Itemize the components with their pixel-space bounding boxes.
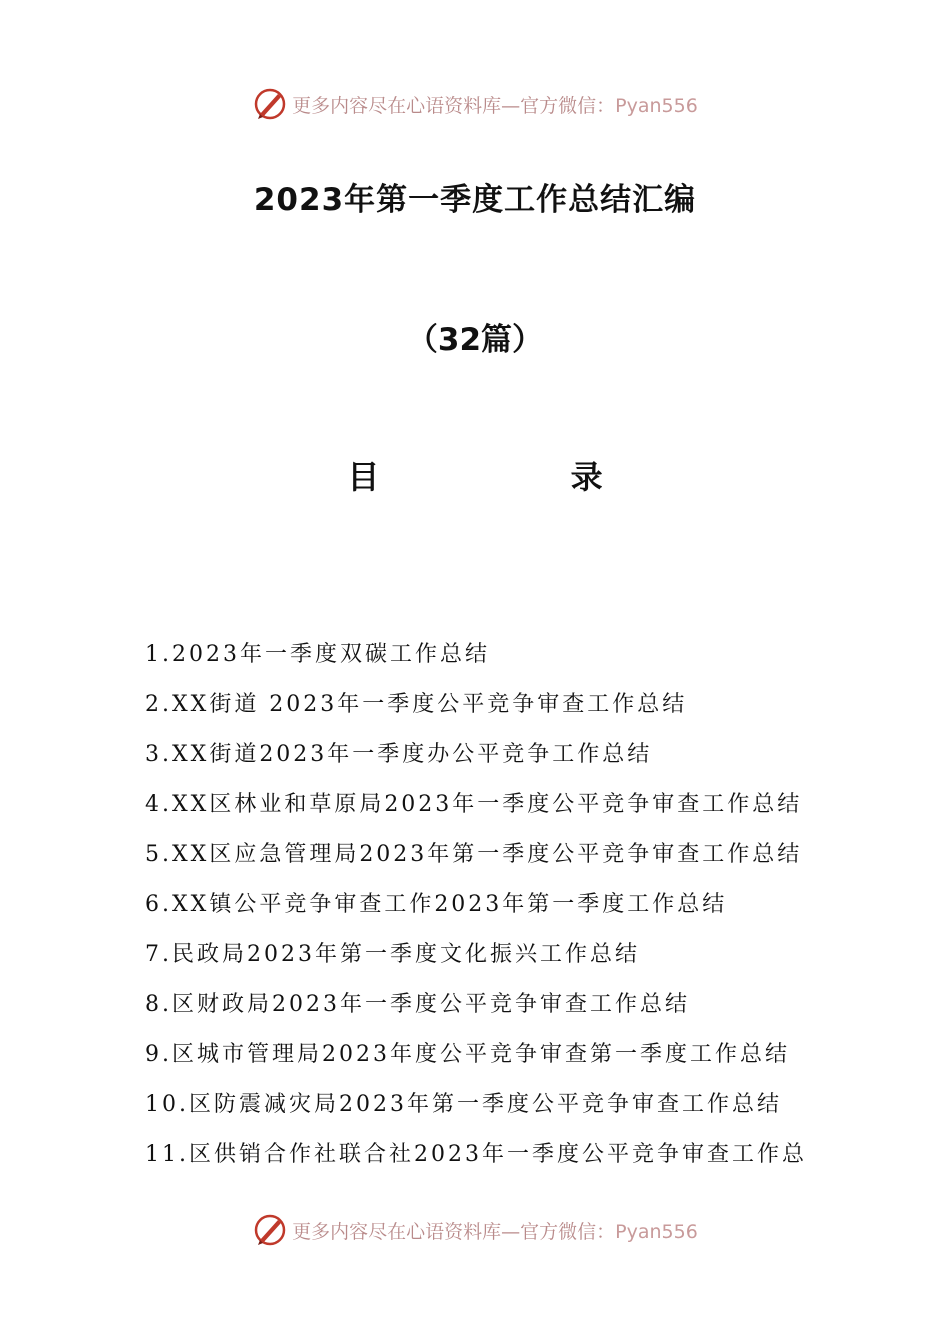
header-banner	[0, 84, 950, 124]
pen-logo-icon	[252, 86, 288, 122]
banner-handle: Pyan556	[615, 1220, 698, 1243]
toc-item[interactable]: 8.区财政局2023年一季度公平竞争审查工作总结	[145, 992, 690, 1017]
footer-banner	[0, 1210, 950, 1250]
toc-item[interactable]: 11.区供销合作社联合社2023年一季度公平竞争审查工作总	[145, 1142, 807, 1167]
document-subtitle: （32篇）	[406, 322, 544, 358]
toc-item[interactable]: 5.XX区应急管理局2023年第一季度公平竞争审查工作总结	[145, 842, 803, 867]
banner-handle: Pyan556	[615, 94, 698, 117]
toc-item[interactable]: 4.XX区林业和草原局2023年一季度公平竞争审查工作总结	[145, 792, 803, 817]
toc-heading: 目 录	[347, 458, 663, 496]
toc-item[interactable]: 7.民政局2023年第一季度文化振兴工作总结	[145, 942, 640, 967]
toc-item[interactable]: 1.2023年一季度双碳工作总结	[145, 642, 490, 667]
banner-text: 更多内容尽在心语资料库—官方微信：Pyan556	[292, 94, 698, 117]
toc-item[interactable]: 9.区城市管理局2023年度公平竞争审查第一季度工作总结	[145, 1042, 790, 1067]
toc-item[interactable]: 3.XX街道2023年一季度办公平竞争工作总结	[145, 742, 653, 767]
document-title: 2023年第一季度工作总结汇编	[253, 182, 697, 218]
pen-logo-icon	[252, 1212, 288, 1248]
banner-text: 更多内容尽在心语资料库—官方微信：Pyan556	[292, 1220, 698, 1243]
toc-item[interactable]: 6.XX镇公平竞争审查工作2023年第一季度工作总结	[145, 892, 728, 917]
toc-item[interactable]: 10.区防震减灾局2023年第一季度公平竞争审查工作总结	[145, 1092, 782, 1117]
toc-item[interactable]: 2.XX街道 2023年一季度公平竞争审查工作总结	[145, 692, 688, 717]
toc-list	[145, 636, 835, 1186]
